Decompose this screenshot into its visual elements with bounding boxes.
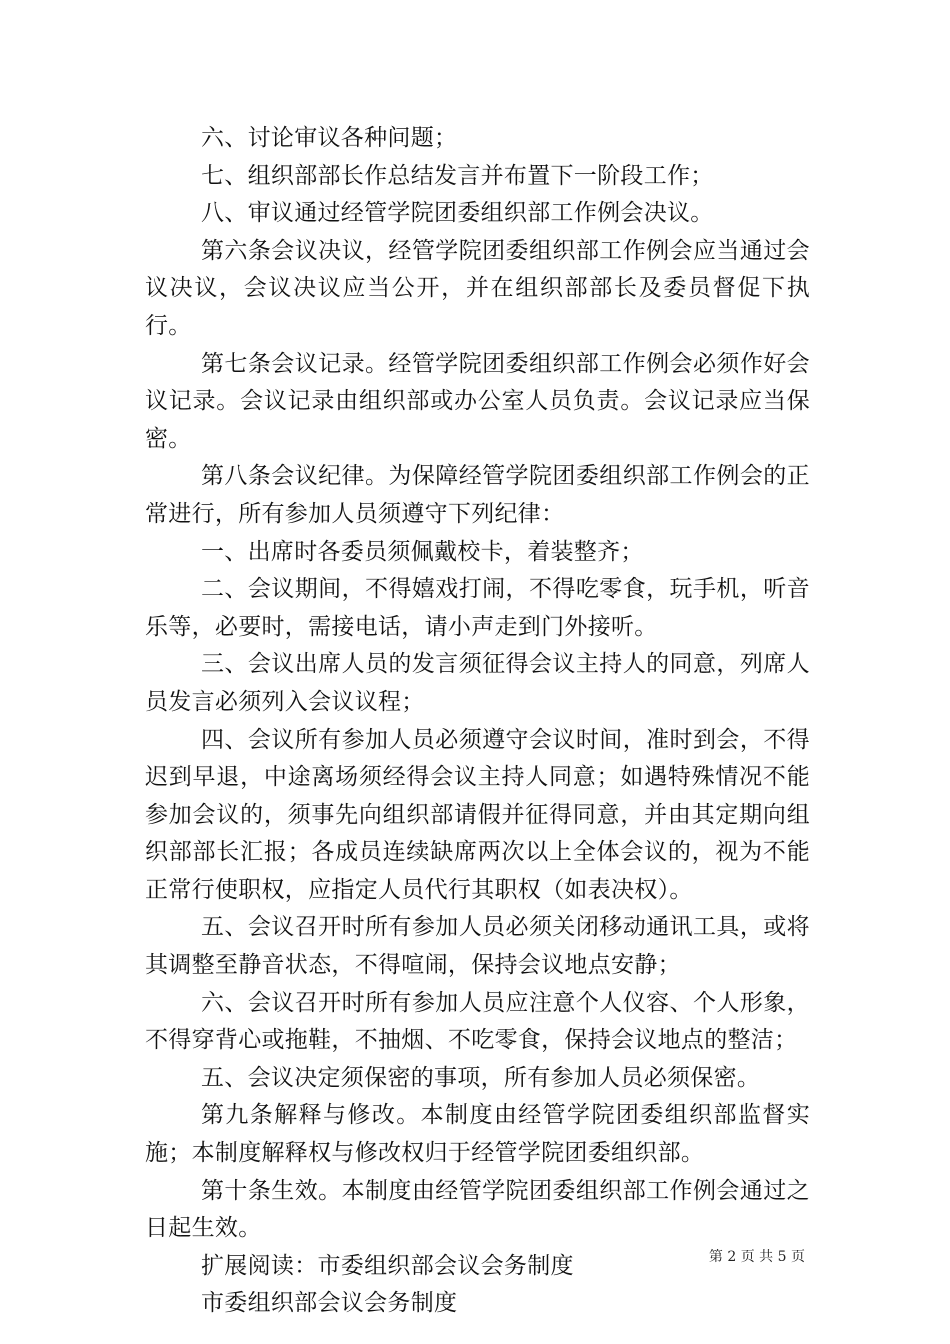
paragraph: 八、审议通过经管学院团委组织部工作例会决议。 [201, 200, 714, 227]
paragraph: 四、会议所有参加人员必须遵守会议时间，准时到会，不得迟到早退，中途离场须经得会议主持人同意；如遇特殊情况不能参加会议的，须事先向组织部请假并征得同意，并由其定期向组织部部长汇报；各成员连续缺席两次以上全体会议的，视为不能正常行使职权，应指定人员代行其职权（如表决权）。 [145, 726, 810, 903]
paragraph: 五、会议决定须保密的事项，所有参加人员必须保密。 [201, 1064, 761, 1091]
paragraph: 第九条解释与修改。本制度由经管学院团委组织部监督实施；本制度解释权与修改权归于经管学院团委组织部。 [145, 1102, 810, 1167]
paragraph: 二、会议期间，不得嬉戏打闹，不得吃零食，玩手机，听音乐等，必要时，需接电话，请小声走到门外接听。 [145, 576, 810, 640]
paragraph: 五、会议召开时所有参加人员必须关闭移动通讯工具，或将其调整至静音状态，不得喧闹，保持会议地点安静； [145, 914, 810, 979]
document-body [145, 120, 810, 1323]
page-number-footer: 第 2 页 共 5 页 [708, 1249, 805, 1265]
paragraph: 第七条会议记录。经管学院团委组织部工作例会必须作好会议记录。会议记录由组织部或办公室人员负责。会议记录应当保密。 [145, 350, 810, 452]
paragraph: 一、出席时各委员须佩戴校卡，着装整齐； [201, 538, 644, 565]
paragraph: 第十条生效。本制度由经管学院团委组织部工作例会通过之日起生效。 [145, 1177, 810, 1242]
paragraph: 七、组织部部长作总结发言并布置下一阶段工作； [201, 162, 714, 189]
paragraph: 市委组织部会议会务制度 [201, 1290, 458, 1317]
paragraph: 第六条会议决议，经管学院团委组织部工作例会应当通过会议决议，会议决议应当公开，并在组织部部长及委员督促下执行。 [145, 237, 810, 339]
paragraph: 扩展阅读：市委组织部会议会务制度 [201, 1252, 574, 1279]
paragraph: 六、会议召开时所有参加人员应注意个人仪容、个人形象，不得穿背心或拖鞋，不抽烟、不吃零食，保持会议地点的整洁； [145, 989, 810, 1054]
paragraph: 三、会议出席人员的发言须征得会议主持人的同意，列席人员发言必须列入会议议程； [145, 651, 810, 715]
paragraph: 六、讨论审议各种问题； [201, 125, 458, 151]
paragraph: 第八条会议纪律。为保障经管学院团委组织部工作例会的正常进行，所有参加人员须遵守下列纪律： [145, 463, 810, 527]
